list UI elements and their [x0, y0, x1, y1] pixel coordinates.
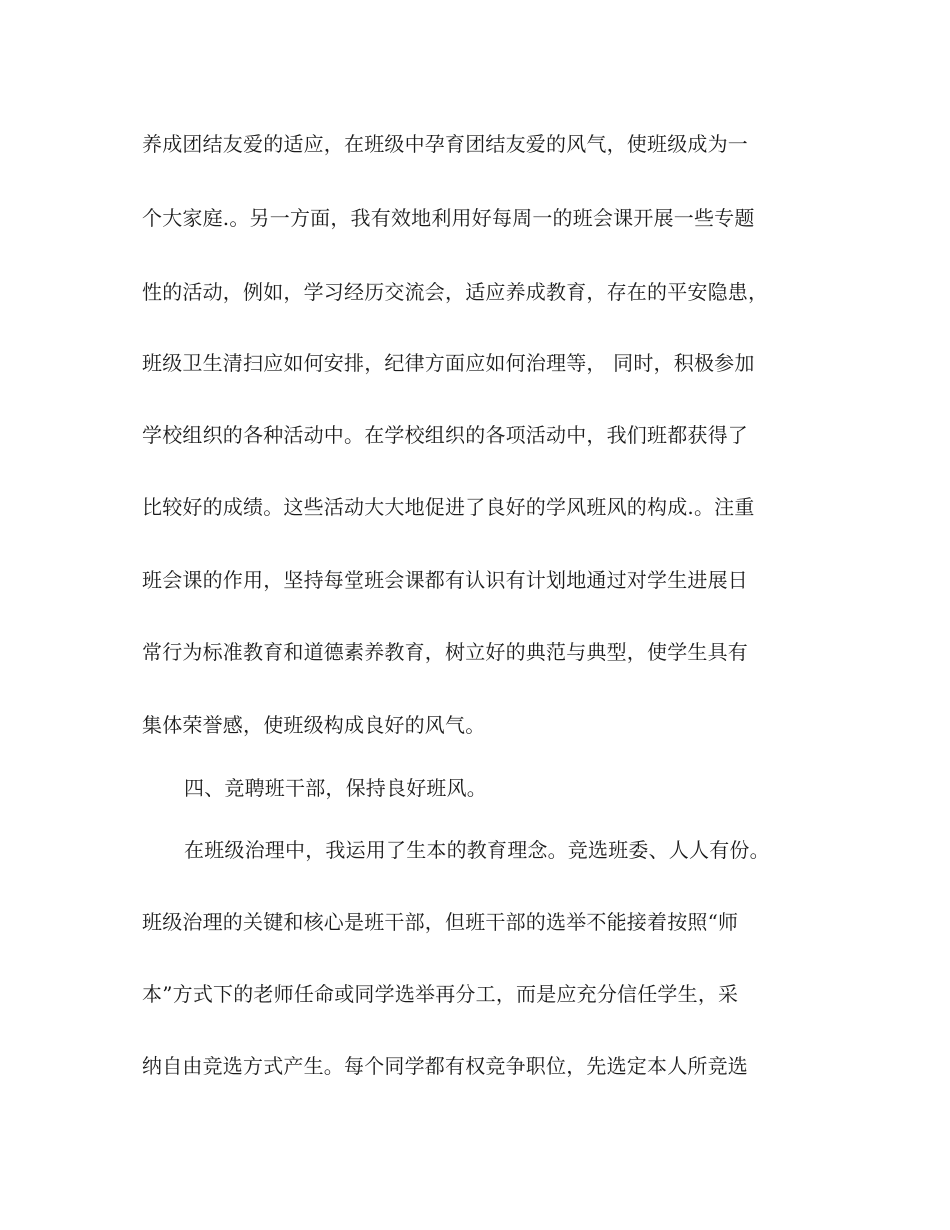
paragraph-line-7: 班会课的作用，坚持每堂班会课都有认识有计划地通过对学生进展日 [142, 568, 748, 592]
paragraph-line-5: 学校组织的各种活动中。在学校组织的各项活动中，我们班都获得了 [142, 423, 748, 447]
paragraph-line-3: 性的活动，例如，学习经历交流会，适应养成教育，存在的平安隐患， [142, 280, 769, 304]
paragraph-line-9: 集体荣誉感，使班级构成良好的风气。 [142, 713, 486, 737]
section-heading: 四、竞聘班干部，保持良好班风。 [184, 776, 487, 800]
paragraph-line-8: 常行为标准教育和道德素养教育，树立好的典范与典型，使学生具有 [142, 640, 748, 664]
paragraph-line-14: 纳自由竞选方式产生。每个同学都有权竞争职位，先选定本人所竞选 [142, 1054, 748, 1078]
paragraph-line-13: 本”方式下的老师任命或同学选举再分工，而是应充分信任学生，采 [142, 982, 739, 1006]
paragraph-line-12: 班级治理的关键和核心是班干部，但班干部的选举不能接着按照“师 [142, 910, 739, 934]
paragraph-line-4: 班级卫生清扫应如何安排，纪律方面应如何治理等， 同时，积极参加 [142, 351, 755, 375]
paragraph-line-2: 个大家庭.。另一方面，我有效地利用好每周一的班会课开展一些专题 [142, 206, 755, 230]
paragraph-line-11: 在班级治理中，我运用了生本的教育理念。竞选班委、人人有份。 [184, 838, 770, 862]
paragraph-line-6: 比较好的成绩。这些活动大大地促进了良好的学风班风的构成.。注重 [142, 495, 755, 519]
paragraph-line-1: 养成团结友爱的适应，在班级中孕育团结友爱的风气，使班级成为一 [142, 132, 748, 156]
